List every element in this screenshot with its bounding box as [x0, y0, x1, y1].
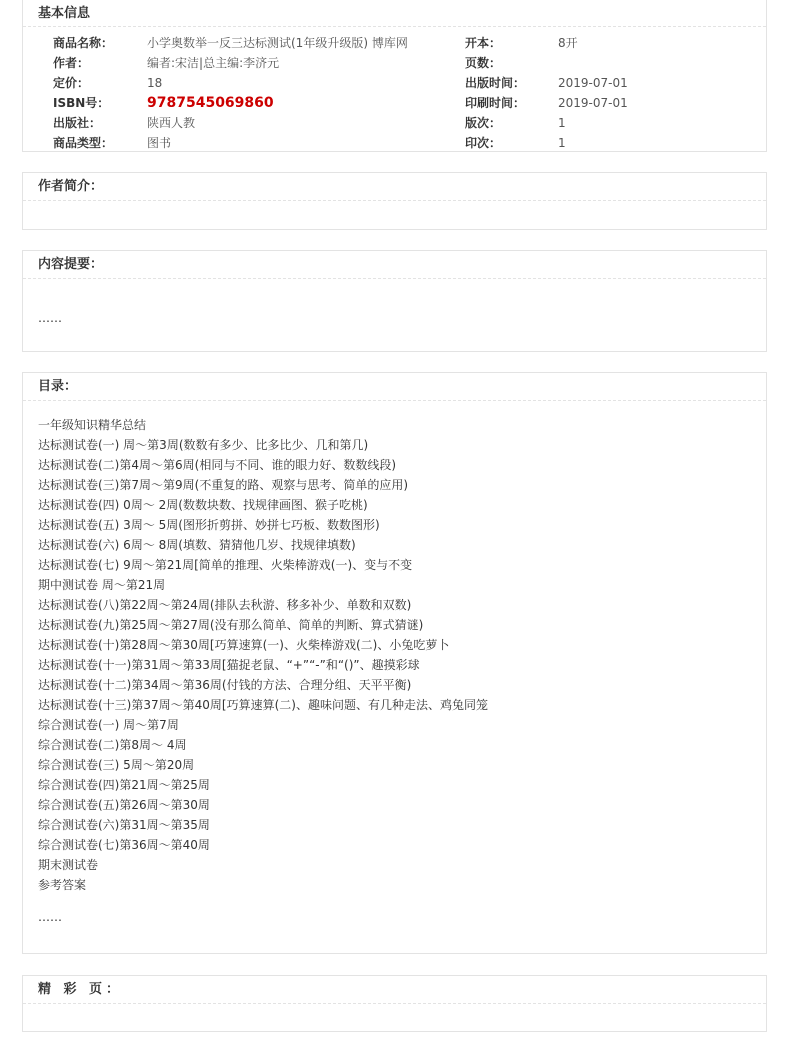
toc-item: 期末测试卷 [38, 858, 99, 872]
toc-item: 综合测试卷(四)第21周～第25周 [38, 778, 210, 792]
preview-title: 精 彩 页： [23, 976, 766, 1004]
summary-title: 内容提要： [23, 251, 766, 279]
toc-item: 达标测试卷(三)第7周～第9周(不重复的路、观察与思考、简单的应用) [38, 478, 408, 492]
info-label: 定价： [53, 76, 90, 90]
toc-item: 综合测试卷(五)第26周～第30周 [38, 798, 210, 812]
info-label: ISBN号： [53, 96, 110, 110]
info-value: 小学奥数举一反三达标测试(1年级升级版) 博库网 [147, 36, 408, 50]
basic-info-panel [22, 0, 767, 152]
toc-item: 综合测试卷(七)第36周～第40周 [38, 838, 210, 852]
info-label: 作者： [53, 56, 90, 70]
info-row [23, 133, 766, 153]
toc-item: 达标测试卷(七) 9周～第21周[简单的推理、火柴棒游戏(一)、变与不变 [38, 558, 413, 572]
toc-list [23, 401, 766, 895]
author-intro-panel [22, 172, 767, 230]
toc-item: 达标测试卷(九)第25周～第27周(没有那么简单、简单的判断、算式猜谜) [38, 618, 424, 632]
info-value: 图书 [147, 136, 172, 150]
toc-item: 参考答案 [38, 878, 87, 892]
toc-item: 达标测试卷(十一)第31周～第33周[猫捉老鼠、“+”“-”和“()”、趣摸彩球 [38, 658, 420, 672]
author-intro-title: 作者简介： [23, 173, 766, 201]
toc-item: 达标测试卷(十二)第34周～第36周(付钱的方法、合理分组、天平平衡) [38, 678, 412, 692]
info-value: 8开 [558, 36, 578, 50]
info-label: 出版社： [53, 116, 102, 130]
toc-item: 达标测试卷(八)第22周～第24周(排队去秋游、移多补少、单数和双数) [38, 598, 412, 612]
info-value: 陕西人教 [147, 116, 196, 130]
info-row [23, 33, 766, 53]
info-label: 出版时间： [465, 76, 526, 90]
toc-item: 综合测试卷(二)第8周～ 4周 [38, 738, 187, 752]
basic-info-title: 基本信息 [23, 0, 766, 27]
info-value: 2019-07-01 [558, 76, 628, 90]
toc-item: 达标测试卷(二)第4周～第6周(相同与不同、谁的眼力好、数数线段) [38, 458, 396, 472]
toc-item: 达标测试卷(十)第28周～第30周[巧算速算(一)、火柴棒游戏(二)、小兔吃萝卜 [38, 638, 450, 652]
toc-ellipsis: …… [38, 910, 62, 924]
toc-item: 期中测试卷 周～第21周 [38, 578, 166, 592]
info-label: 开本： [465, 36, 502, 50]
info-row [23, 113, 766, 133]
info-label: 商品类型： [53, 136, 114, 150]
info-label: 版次： [465, 116, 502, 130]
info-row [23, 73, 766, 93]
info-value: 编者:宋洁|总主编:李济元 [147, 56, 280, 70]
info-label: 印次： [465, 136, 502, 150]
info-value: 18 [147, 76, 163, 90]
toc-title: 目录： [23, 373, 766, 401]
toc-item: 达标测试卷(一) 周～第3周(数数有多少、比多比少、几和第几) [38, 438, 369, 452]
toc-panel [22, 372, 767, 954]
summary-text: …… [38, 311, 62, 325]
toc-item: 达标测试卷(十三)第37周～第40周[巧算速算(二)、趣味问题、有几种走法、鸡兔同笼 [38, 698, 488, 712]
toc-item: 综合测试卷(三) 5周～第20周 [38, 758, 195, 772]
info-label: 商品名称： [53, 36, 114, 50]
toc-item: 综合测试卷(六)第31周～第35周 [38, 818, 210, 832]
info-label: 页数： [465, 56, 502, 70]
info-value: 1 [558, 136, 566, 150]
toc-item: 达标测试卷(五) 3周～ 5周(图形折剪拼、妙拼七巧板、数数图形) [38, 518, 380, 532]
toc-item: 达标测试卷(六) 6周～ 8周(填数、猜猜他几岁、找规律填数) [38, 538, 356, 552]
preview-panel [22, 975, 767, 1032]
info-row [23, 53, 766, 73]
toc-item: 一年级知识精华总结 [38, 418, 147, 432]
summary-panel [22, 250, 767, 352]
toc-item: 综合测试卷(一) 周～第7周 [38, 718, 179, 732]
isbn-value: 9787545069860 [147, 95, 274, 111]
info-value: 2019-07-01 [558, 96, 628, 110]
info-label: 印刷时间： [465, 96, 526, 110]
toc-item: 达标测试卷(四) 0周～ 2周(数数块数、找规律画图、猴子吃桃) [38, 498, 368, 512]
info-value: 1 [558, 116, 566, 130]
info-row [23, 93, 766, 113]
